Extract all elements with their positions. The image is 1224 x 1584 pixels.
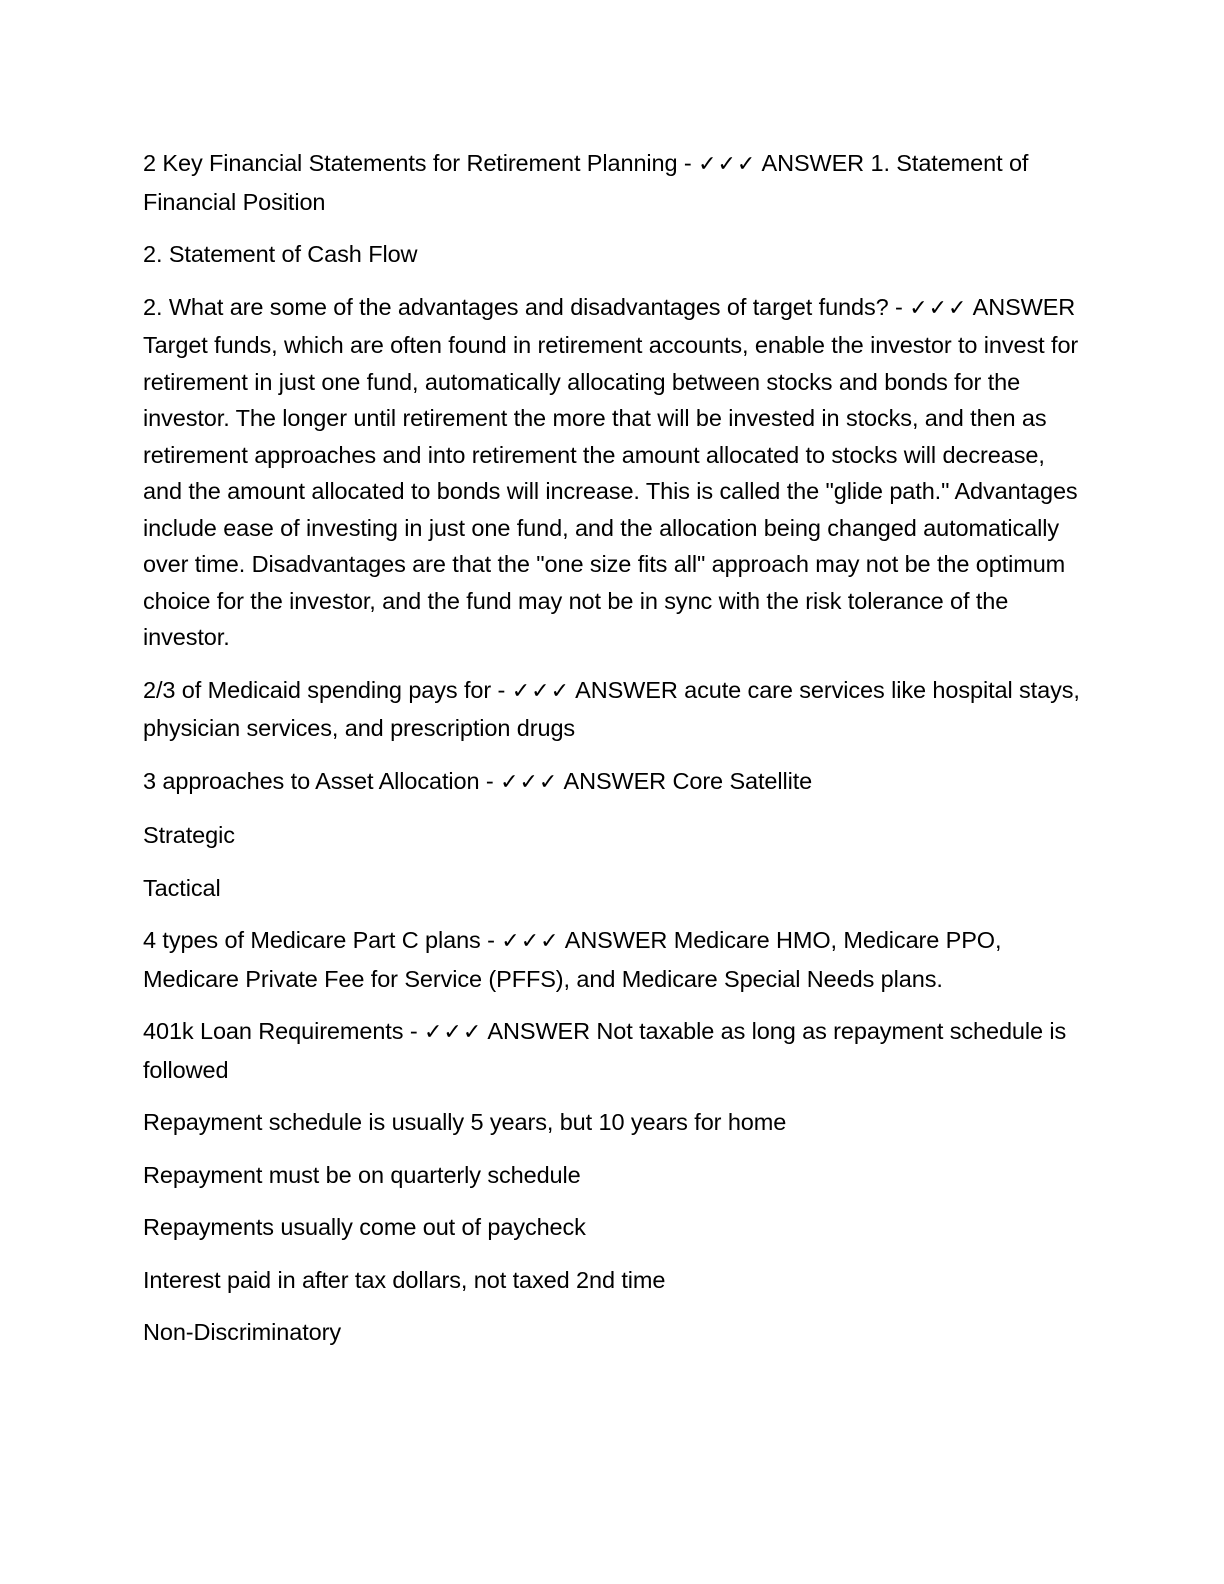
checkmark-icon: ✓✓✓: [423, 1020, 483, 1045]
answer-text: ANSWER acute care services like hospital stays, physician services, and prescription drugs: [143, 676, 1080, 741]
question-text: 4 types of Medicare Part C plans -: [143, 927, 502, 953]
answer-text: ANSWER 1. Statement of Financial Position: [143, 150, 1029, 215]
answer-text: ANSWER Core Satellite: [558, 767, 813, 794]
text-paragraph: Repayments usually come out of paycheck: [143, 1214, 586, 1240]
question-text: 2 Key Financial Statements for Retirement Planning -: [143, 150, 699, 176]
question-text: 401k Loan Requirements -: [143, 1018, 424, 1044]
checkmark-icon: ✓✓✓: [501, 929, 560, 954]
text-paragraph: Non-Discriminatory: [143, 1319, 341, 1345]
question-text: 2/3 of Medicaid spending pays for -: [143, 676, 512, 703]
qa-paragraph: [143, 289, 1083, 656]
checkmark-icon: ✓✓✓: [511, 678, 571, 704]
checkmark-icon: ✓✓✓: [909, 295, 968, 321]
question-text: 2. What are some of the advantages and disadvantages of target funds? -: [143, 293, 910, 320]
checkmark-icon: ✓✓✓: [698, 152, 757, 177]
qa-paragraph: [143, 1013, 1083, 1088]
text-paragraph: Strategic: [143, 822, 235, 848]
text-paragraph: Interest paid in after tax dollars, not taxed 2nd time: [143, 1266, 666, 1293]
document-page: [143, 145, 1083, 1367]
qa-paragraph: [143, 922, 1083, 997]
qa-paragraph: [143, 763, 1083, 802]
answer-text: ANSWER Target funds, which are often found in retirement accounts, enable the investor to invest for retirement in just one fund, automatically allocating between stocks and bonds for the investor. The longer until retirement the more that will be invested in stocks, and then as retirement approaches and into retirement the amount allocated to stocks will decrease, and the amount allocated to bonds will increase. This is called the "glide path." Advantages include ease of investing in just one fund, and the allocation being changed automatically over time. Disadvantages are that the "one size fits all" approach may not be the optimum choice for the investor, and the fund may not be in sync with the risk tolerance of the investor.: [143, 293, 1079, 650]
text-paragraph: Tactical: [143, 874, 221, 901]
checkmark-icon: ✓✓✓: [500, 769, 559, 795]
question-text: 3 approaches to Asset Allocation -: [143, 767, 501, 794]
qa-paragraph: [143, 672, 1083, 747]
text-paragraph: Repayment schedule is usually 5 years, but 10 years for home: [143, 1109, 787, 1135]
text-paragraph: 2. Statement of Cash Flow: [143, 241, 418, 267]
text-paragraph: Repayment must be on quarterly schedule: [143, 1161, 581, 1188]
answer-text: ANSWER Not taxable as long as repayment schedule is followed: [143, 1018, 1067, 1083]
answer-text: ANSWER Medicare HMO, Medicare PPO, Medicare Private Fee for Service (PFFS), and Medicare Special Needs plans.: [143, 927, 1002, 992]
qa-paragraph: [143, 145, 1083, 220]
